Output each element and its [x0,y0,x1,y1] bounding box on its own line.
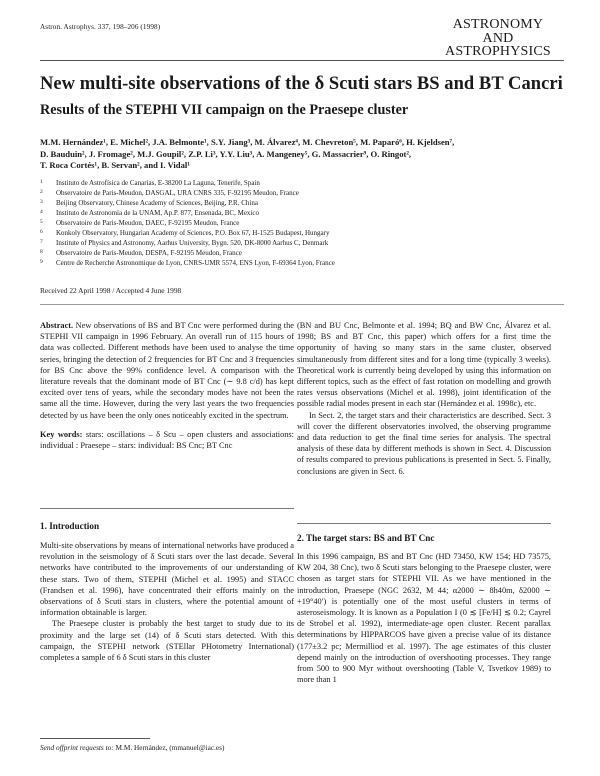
footnote-text: M.M. Hernández, (mmanuel@iac.es) [115,743,225,752]
paper-subtitle: Results of the STEPHI VII campaign on the Praesepe cluster [40,102,409,118]
keywords-paragraph [40,429,294,451]
section-1-body [40,540,294,663]
affiliation-item: 7 Institute of Physics and Astronomy, Aarhus University, Bygn. 520, DK-8000 Aarhus C, Denmark [40,238,329,247]
section-1-paragraph-2: The Praesepe cluster is probably the best target to study due to its proximity and the large set (14) of δ Scuti stars detected. With this campaign, the STEPHI network (STEllar PHotometry International) completes a sample of 6 δ Scuti stars in this cluster [40,619,294,663]
abstract-paragraph [40,320,294,421]
abstract-label: Abstract. [40,321,74,330]
affiliation-item: 6 Konkoly Observatory, Hungarian Academy of Sciences, P.O. Box 67, H-1525 Budapest, Hungary [40,228,330,237]
abstract-top-rule [40,304,564,305]
section-1-heading: 1. Introduction [40,521,100,531]
authors-line-2: D. Bauduin², J. Fromage², M.J. Goupil², Z.P. Li³, Y.Y. Liu³, A. Mangeney⁵, G. Massacrier⁹, O. Ringot², [40,148,412,159]
affiliation-item: 4 Instituto de Astronomía de la UNAM, Ap.P. 877, Ensenada, BC, Mexico [40,208,259,217]
keywords-text: stars: oscillations – δ Scu – open clusters and associations: individual : Praesepe – stars: individual: BS Cnc; BT Cnc [40,429,294,451]
abstract-bottom-rule [40,508,294,509]
outline-paragraph: In Sect. 2, the target stars and their characteristics are described. Sect. 3 will cover the different observatories involved, the observing programme and data reduction to get the final time series for analysis. The spectral analysis of these data by different methods is shown in Sect. 4. Discussion of results compared to previous publications is presented in Sect. 5. Finally, conclusions are given in Sect. 6. [297,410,551,476]
footnote-rule [40,738,150,739]
affiliation-item: 2 Observatoire de Paris-Meudon, DASGAL, URA CNRS 335, F-92195 Meudon, France [40,188,299,197]
authors-line-3: T. Roca Cortés¹, B. Servan², and I. Vidal¹ [40,160,190,170]
abstract-block [40,320,294,451]
author-list [40,137,570,172]
section-2-body [297,551,551,685]
affiliation-item: 5 Observatoire de Paris-Meudon, DAEC, F-92195 Meudon, France [40,218,240,227]
intro-continued-paragraph: (BN and BU Cnc, Belmonte et al. 1994; BQ and BW Cnc, Álvarez et al. 1998; BS and BT Cnc, this paper) which offers for a first time the opportunity of having so many stars in the same cluster, observed simultaneously from different sites and for a long time (typically 3 weeks). Theoretical work is currently being developed by using this information on different topics, such as the effect of fast rotation on modelling and growth rates versus observations (Michel et al. 1998), joint identification of the possible radial modes present in each star (Hernández et al. 1998c), etc. [297,321,551,409]
affiliation-item: 3 Beijing Observatory, Chinese Academy of Sciences, Beijing, P.R. China [40,198,258,207]
affiliation-item: 8 Observatoire de Paris-Meudon, DESPA, F-92195 Meudon, France [40,248,242,257]
header-rule [40,60,564,61]
received-accepted-dates: Received 22 April 1998 / Accepted 4 June 1998 [40,286,182,295]
journal-name-line-3: ASTROPHYSICS [445,44,551,59]
authors-line-1: M.M. Hernández¹, E. Michel², J.A. Belmonte¹, S.Y. Jiang³, M. Álvarez⁴, M. Chevreton⁵, M. Paparó⁶, H. Kjeldsen⁷, [40,137,455,147]
journal-name-line-2: AND [482,30,514,46]
footnote-label: Send offprint requests to: [40,743,114,752]
affiliation-item: 9 Centre de Recherche Astronomique de Lyon, CNRS-UMR 5574, ENS Lyon, F-69364 Lyon, France [40,258,335,267]
paper-title: New multi-site observations of the δ Scuti stars BS and BT Cancri [40,74,563,94]
right-column-rule [297,523,551,524]
keywords-label: Key words: [40,429,83,439]
journal-citation: Astron. Astrophys. 337, 198–206 (1998) [40,23,161,31]
journal-logo [432,18,564,59]
affiliation-list [40,178,560,268]
section-2-heading: 2. The target stars: BS and BT Cnc [297,533,435,543]
journal-name-line-1: ASTRONOMY [452,17,544,32]
abstract-text: New observations of BS and BT Cnc were performed during the STEPHI VII campaign in 1996 February. An overall run of 115 hours of data was collected. Different methods have been used to analyse the time series, bringing the detection of 2 frequencies for BT Cnc and 3 frequencies for BS Cnc above the 99% confidence level. A comparison with the literature reveals that the dominant mode of BT Cnc (∼ 9.8 c/d) has kept excited over tens of years, while the secondary modes have not been the same all the time. However, during the very last years the two frequencies detected by us have been the only ones noticeably excited in the spectrum. [40,321,294,420]
section-2-paragraph-1: In this 1996 campaign, BS and BT Cnc (HD 73450, KW 154; HD 73575, KW 204, 38 Cnc), two δ Scuti stars belonging to the Praesepe cluster, were chosen as target stars for STEPHI VII. As we have mentioned in the introduction, Praesepe (NGC 2632, M 44; α2000 ∼ 8h40m, δ2000 ∼ +19°40′) is potentially one of the most useful clusters in terms of asteroseismology. It is known as a Population I (0 ≲ [Fe/H] ≲ 0.2; Cayrel de Strobel et al. 1992), intermediate-age open cluster. Recent parallax determinations by HIPPARCOS have given a precise value of its distance (177±3.2 pc; Mermilliod et al. 1997). The age estimates of this cluster depend mainly on the introduction of overshooting processes. They range from 500 to 900 Myr without overshooting (Table V, Tsvetkov 1989) to more than 1 [297,552,551,685]
affiliation-item: 1 Instituto de Astrofísica de Canarias, E-38200 La Laguna, Tenerife, Spain [40,178,260,187]
offprint-footnote [40,743,224,752]
right-column-intro [297,320,551,477]
section-1-paragraph-1: Multi-site observations by means of international networks have produced a revolution in the seismology of δ Scuti stars over the last decade. Several networks have contributed to the improvements of our understanding of these stars. Two of them, STEPHI (Michel et al. 1995) and STACC (Frandsen et al. 1996), have concentrated their efforts mainly on the observations of δ Scuti stars in clusters, where the potential amount of information obtainable is larger. [40,541,294,618]
